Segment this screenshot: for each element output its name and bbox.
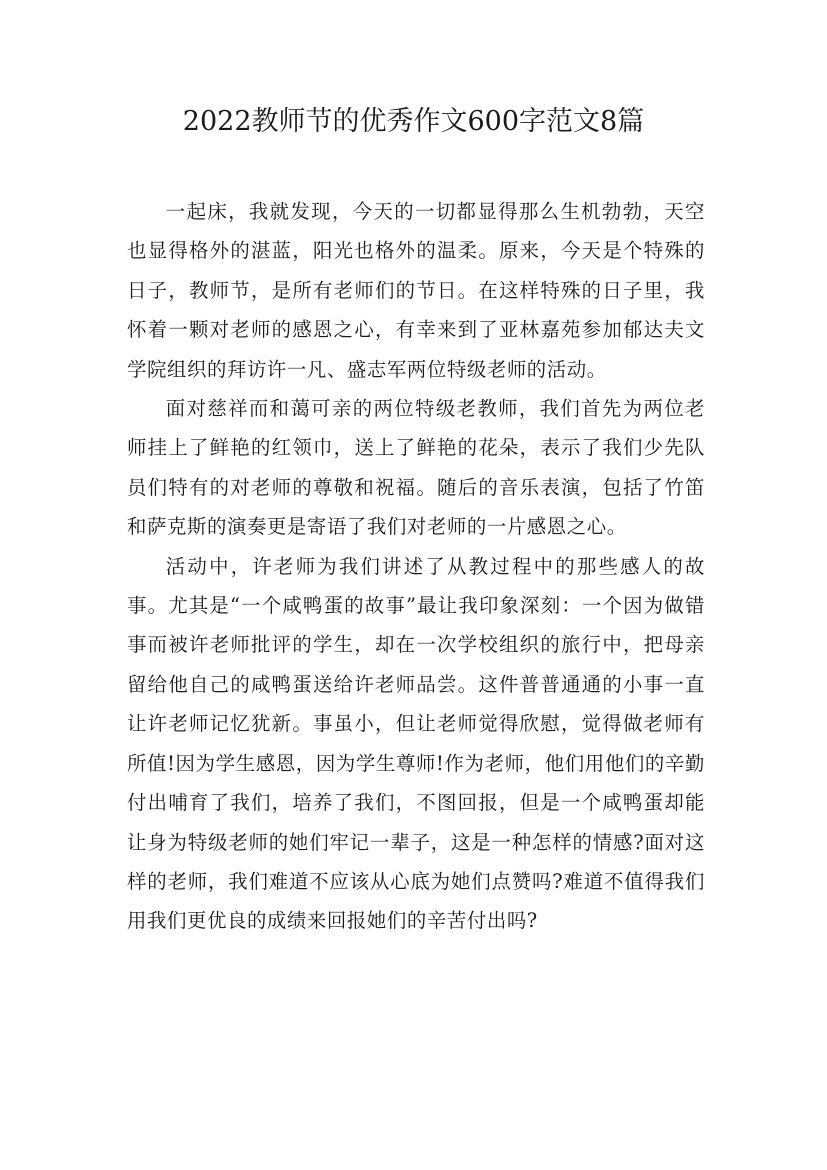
paragraph-2: 面对慈祥而和蔼可亲的两位特级老教师，我们首先为两位老师挂上了鲜艳的红领巾，送上了鲜艳的花朵，表示了我们少先队员们特有的对老师的尊敬和祝福。随后的音乐表演，包括了竹笛和萨克斯的演奏更是寄语了我们对老师的一片感恩之心。 [127, 397, 705, 539]
paragraph-3: 活动中，许老师为我们讲述了从教过程中的那些感人的故事。尤其是“一个咸鸭蛋的故事”最让我印象深刻：一个因为做错事而被许老师批评的学生，却在一次学校组织的旅行中，把母亲留给他自己的咸鸭蛋送给许老师品尝。这件普普通通的小事一直让许老师记忆犹新。事虽小，但让老师觉得欣慰，觉得做老师有所值!因为学生感恩，因为学生尊师!作为老师，他们用他们的辛勤付出哺育了我们，培养了我们，不图回报，但是一个咸鸭蛋却能让身为特级老师的她们牢记一辈子，这是一种怎样的情感?面对这样的老师，我们难道不应该从心底为她们点赞吗?难道不值得我们用我们更优良的成绩来回报她们的辛苦付出吗? [127, 554, 705, 933]
document-title: 2022教师节的优秀作文600字范文8篇 [182, 106, 645, 137]
document-body [127, 192, 705, 941]
paragraph-1: 一起床，我就发现，今天的一切都显得那么生机勃勃，天空也显得格外的湛蓝，阳光也格外的温柔。原来，今天是个特殊的日子，教师节，是所有老师们的节日。在这样特殊的日子里，我怀着一颗对老师的感恩之心，有幸来到了亚林嘉苑参加郁达夫文学院组织的拜访许一凡、盛志军两位特级老师的活动。 [127, 200, 705, 381]
